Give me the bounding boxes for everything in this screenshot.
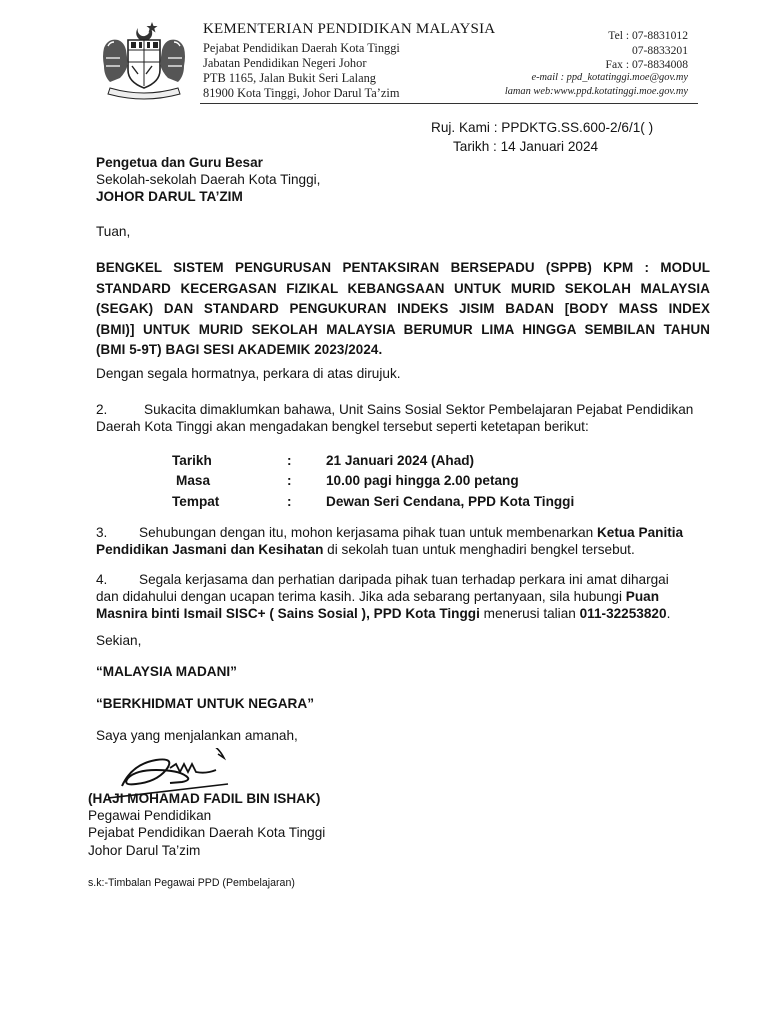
reference-number: Ruj. Kami : PPDKTG.SS.600-2/6/1( ) [431, 120, 654, 135]
paragraph-4-text: . [666, 606, 671, 621]
contact-phone: 011-32253820 [579, 606, 667, 621]
schedule-value: 10.00 pagi hingga 2.00 petang [326, 473, 519, 488]
paragraph-number: 2. [96, 402, 108, 417]
schedule-label: Masa [176, 473, 211, 488]
paragraph-4-line: Segala kerjasama dan perhatian daripada pihak tuan terhadap perkara ini amat dihargai [139, 572, 669, 587]
schedule-label: Tempat [172, 494, 220, 509]
subject-line: STANDARD KECERGASAN FIZIKAL KEBANGSAAN UNTUK MURID SEKOLAH MALAYSIA [96, 281, 710, 296]
paragraph-3-line [96, 542, 635, 557]
letterhead-line: Jabatan Pendidikan Negeri Johor [203, 56, 367, 70]
paragraph-4-text: dan didahului dengan ucapan terima kasih. Jika ada sebarang pertanyaan, sila hubungi [96, 589, 626, 604]
contact-tel: Tel : 07-8831012 [608, 29, 688, 42]
letterhead-line: 81900 Kota Tinggi, Johor Darul Ta’zim [203, 86, 400, 100]
paragraph-4-line [96, 589, 659, 604]
paragraph-4-text: menerusi talian [479, 606, 580, 621]
schedule-value: 21 Januari 2024 (Ahad) [326, 453, 475, 468]
coat-of-arms-logo [96, 18, 192, 102]
signatory-name: (HAJI MOHAMAD FADIL BIN ISHAK) [88, 791, 321, 806]
paragraph-3-line [139, 525, 683, 540]
paragraph-4-line [96, 606, 670, 621]
letter-date: Tarikh : 14 Januari 2024 [453, 139, 599, 154]
schedule-value: Dewan Seri Cendana, PPD Kota Tinggi [326, 494, 575, 509]
signatory-title: Pegawai Pendidikan [88, 808, 212, 823]
recipient-line: Pengetua dan Guru Besar [96, 155, 263, 170]
letterhead-line: Pejabat Pendidikan Daerah Kota Tinggi [203, 41, 400, 55]
paragraph-4-highlight: Puan [625, 589, 660, 604]
contact-fax: Fax : 07-8834008 [605, 58, 688, 71]
contact-website: laman web:www.ppd.kotatinggi.moe.gov.my [504, 86, 688, 97]
closing-sekian: Sekian, [96, 633, 142, 648]
subject-line: (SEGAK) DAN STANDARD PENGUKURAN INDEKS JISIM BADAN [BODY MASS INDEX [96, 301, 710, 316]
recipient-line: Sekolah-sekolah Daerah Kota Tinggi, [96, 172, 321, 187]
salutation: Tuan, [96, 224, 131, 239]
subject-line: (BMI)] UNTUK MURID SEKOLAH MALAYSIA BERUMUR LIMA HINGGA SEMBILAN TAHUN [96, 322, 710, 337]
paragraph-3-text: Sehubungan dengan itu, mohon kerjasama pihak tuan untuk membenarkan [139, 525, 597, 540]
paragraph-number: 3. [96, 525, 108, 540]
contact-person: Masnira binti Ismail SISC+ ( Sains Sosial ), PPD Kota Tinggi [96, 606, 480, 621]
ministry-name: KEMENTERIAN PENDIDIKAN MALAYSIA [203, 21, 496, 37]
contact-tel-2: 07-8833201 [631, 44, 688, 57]
subject-line: (BMI 5-9T) BAGI SESI AKADEMIK 2023/2024. [96, 342, 383, 357]
paragraph-3-highlight: Pendidikan Jasmani dan Kesihatan [96, 542, 324, 557]
letterhead-divider [200, 103, 698, 104]
signatory-office: Pejabat Pendidikan Daerah Kota Tinggi [88, 825, 326, 840]
schedule-label: Tarikh [172, 453, 212, 468]
paragraph-2-line: Daerah Kota Tinggi akan mengadakan bengkel tersebut seperti ketetapan berikut: [96, 419, 589, 434]
slogan: “BERKHIDMAT UNTUK NEGARA” [96, 696, 314, 711]
recipient-line: JOHOR DARUL TA’ZIM [96, 189, 243, 204]
contact-email: e-mail : ppd_kotatinggi.moe@gov.my [531, 72, 688, 83]
subject-line: BENGKEL SISTEM PENGURUSAN PENTAKSIRAN BERSEPADU (SPPB) KPM : MODUL [96, 260, 710, 275]
letterhead-line: PTB 1165, Jalan Bukit Seri Lalang [203, 71, 376, 85]
paragraph-3-text: di sekolah tuan untuk menghadiri bengkel tersebut. [323, 542, 635, 557]
signatory-state: Johor Darul Ta’zim [88, 843, 201, 858]
paragraph-1: Dengan segala hormatnya, perkara di atas dirujuk. [96, 366, 401, 381]
paragraph-3-highlight: Ketua Panitia [596, 525, 684, 540]
slogan: “MALAYSIA MADANI” [96, 664, 237, 679]
carbon-copy: s.k:-Timbalan Pegawai PPD (Pembelajaran) [88, 877, 295, 889]
paragraph-2-line: Sukacita dimaklumkan bahawa, Unit Sains Sosial Sektor Pembelajaran Pejabat Pendidikan [144, 402, 694, 417]
paragraph-number: 4. [96, 572, 108, 587]
schedule-separator: : [287, 453, 292, 468]
closing-amanah: Saya yang menjalankan amanah, [96, 728, 298, 743]
schedule-separator: : [287, 473, 292, 488]
schedule-separator: : [287, 494, 292, 509]
